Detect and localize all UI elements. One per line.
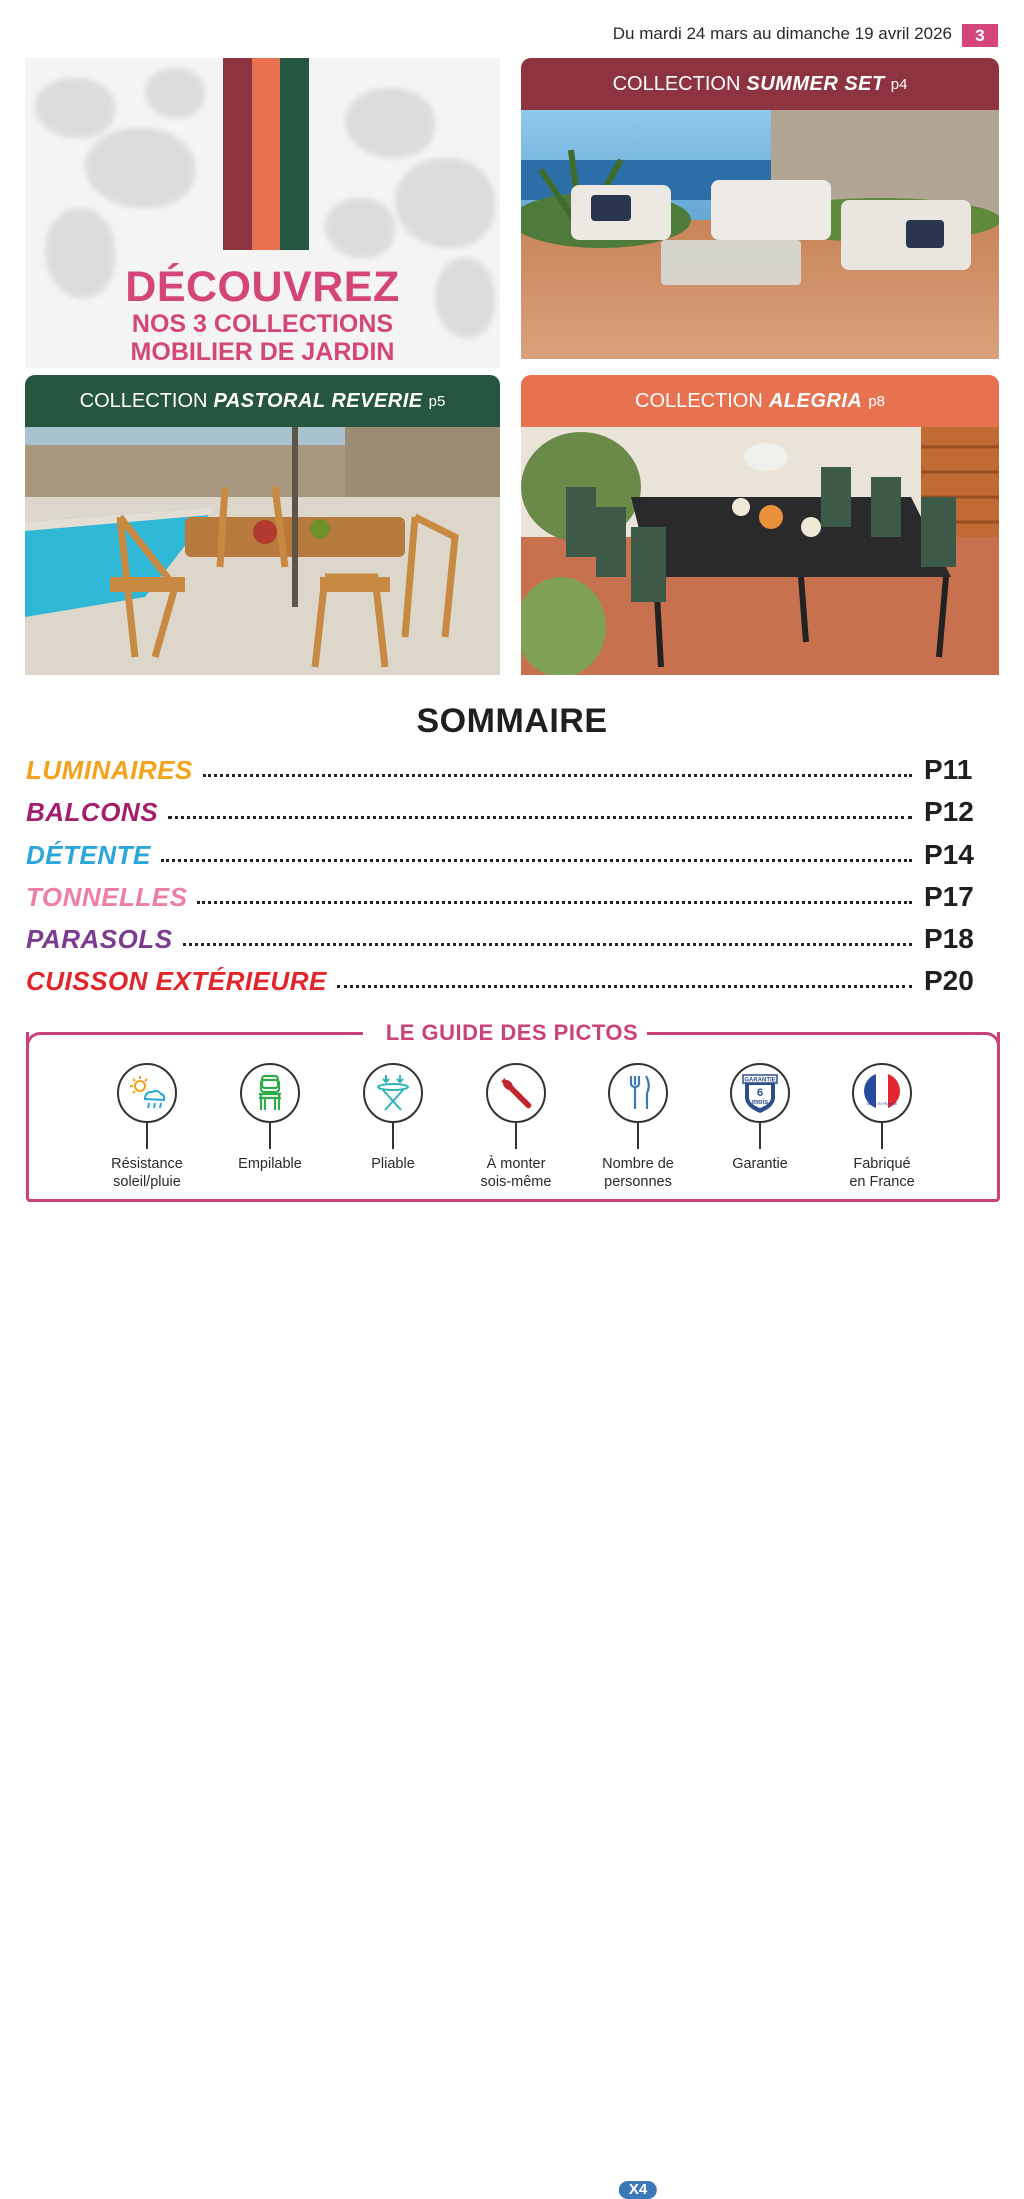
collection-summer-set[interactable] xyxy=(521,58,999,359)
people-count-badge: X4 xyxy=(619,2181,657,2199)
collection-header xyxy=(521,58,999,110)
picto-stem xyxy=(637,1123,639,1149)
toc-item-cuisson-exterieure[interactable] xyxy=(26,955,972,997)
picto-label: Nombre de personnes xyxy=(602,1156,674,1190)
svg-text:MADE IN FRANCE: MADE IN FRANCE xyxy=(866,1102,898,1106)
toc-label: DÉTENTE xyxy=(26,839,151,870)
summer-set-photo xyxy=(521,110,999,359)
toc-page: P18 xyxy=(924,922,974,954)
hero-panel xyxy=(25,58,500,368)
collection-header xyxy=(521,375,999,427)
svg-text:mois: mois xyxy=(751,1099,769,1106)
toc-label: BALCONS xyxy=(26,797,159,828)
stack-chair-icon xyxy=(240,1063,300,1123)
toc-leader xyxy=(183,943,912,946)
wrench-icon xyxy=(486,1063,546,1123)
alegria-photo xyxy=(521,427,999,675)
toc-item-tonnelles[interactable] xyxy=(26,871,972,913)
toc-label: CUISSON EXTÉRIEURE xyxy=(26,966,327,997)
picto-label: À monter sois-même xyxy=(480,1156,552,1190)
collection-alegria[interactable] xyxy=(521,375,999,675)
toc-page: P11 xyxy=(924,754,973,786)
toc-page: P12 xyxy=(924,796,974,828)
picto-warranty xyxy=(690,1063,830,1173)
toc-label: TONNELLES xyxy=(26,881,188,912)
collection-pastoral-reverie[interactable] xyxy=(25,375,500,675)
picto-self-assembly xyxy=(446,1063,586,1191)
picto-label: Empilable xyxy=(238,1156,302,1172)
france-flag-icon xyxy=(852,1063,912,1123)
toc-leader xyxy=(203,774,912,777)
stripe-green xyxy=(280,58,309,250)
toc-leader xyxy=(168,816,912,819)
collection-name: SUMMER SET xyxy=(746,72,885,95)
picto-number-of-people xyxy=(568,1063,708,2198)
stripe-coral xyxy=(252,58,281,250)
hero-line-3: MOBILIER DE JARDIN xyxy=(130,338,395,366)
sommaire-title: SOMMAIRE xyxy=(416,702,608,740)
picto-stem xyxy=(269,1123,271,1149)
cutlery-icon xyxy=(608,1063,668,1123)
svg-text:GARANTIE: GARANTIE xyxy=(744,1077,776,1084)
brand-stripes xyxy=(223,58,309,250)
picto-stackable xyxy=(200,1063,340,1173)
picto-label: Pliable xyxy=(371,1156,415,1172)
toc-item-detente[interactable] xyxy=(26,828,972,870)
collection-page: p5 xyxy=(428,392,446,410)
collection-prefix: COLLECTION xyxy=(79,389,208,412)
folding-table-icon xyxy=(363,1063,423,1123)
sun-rain-icon xyxy=(117,1063,177,1123)
toc-item-parasols[interactable] xyxy=(26,913,972,955)
collection-header xyxy=(25,375,500,427)
picto-sun-rain xyxy=(77,1063,217,1191)
collection-page: p4 xyxy=(890,75,908,93)
toc-page: P14 xyxy=(924,838,974,870)
collection-prefix: COLLECTION xyxy=(612,72,741,95)
picto-foldable xyxy=(323,1063,463,1173)
hero-heading xyxy=(25,264,500,366)
picto-stem xyxy=(146,1123,148,1149)
picto-made-in-france xyxy=(812,1063,952,1191)
picto-guide-title: LE GUIDE DES PICTOS xyxy=(385,1020,639,1045)
stripe-bordeaux xyxy=(223,58,252,250)
picto-label: Garantie xyxy=(732,1156,788,1172)
picto-label: Fabriqué en France xyxy=(849,1156,915,1190)
collection-page: p8 xyxy=(868,392,885,410)
svg-text:6: 6 xyxy=(756,1087,764,1099)
toc-leader xyxy=(197,901,912,904)
collection-name: ALEGRIA xyxy=(768,389,863,412)
picto-stem xyxy=(759,1123,761,1149)
date-range: Du mardi 24 mars au dimanche 19 avril 2026 xyxy=(612,24,952,43)
hero-line-1: DÉCOUVREZ xyxy=(125,263,400,311)
picto-stem xyxy=(515,1123,517,1149)
picto-label: Résistance soleil/pluie xyxy=(111,1156,183,1190)
page-number: 3 xyxy=(962,24,998,47)
pastoral-reverie-photo xyxy=(25,427,500,675)
picto-stem xyxy=(881,1123,883,1149)
toc-item-balcons[interactable] xyxy=(26,786,972,828)
hero-line-2: NOS 3 COLLECTIONS xyxy=(131,310,394,338)
warranty-shield-icon xyxy=(730,1063,790,1123)
picto-stem xyxy=(392,1123,394,1149)
collection-name: PASTORAL REVERIE xyxy=(213,389,423,412)
toc-item-luminaires[interactable] xyxy=(26,744,972,786)
toc-label: LUMINAIRES xyxy=(26,755,193,786)
toc-label: PARASOLS xyxy=(26,923,173,954)
toc-leader xyxy=(161,859,912,862)
toc-page: P20 xyxy=(924,965,974,997)
toc-page: P17 xyxy=(924,880,974,912)
collection-prefix: COLLECTION xyxy=(635,389,763,412)
table-of-contents xyxy=(26,744,972,997)
toc-leader xyxy=(337,985,912,988)
